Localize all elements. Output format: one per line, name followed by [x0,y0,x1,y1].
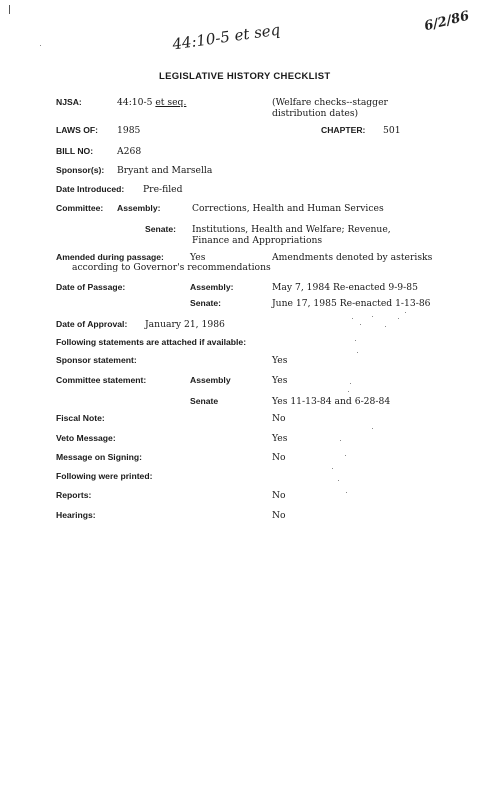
committee-senate-value: Institutions, Health and Welfare; Revenue, Finance and Appropriations [192,224,391,246]
chapter-label: CHAPTER: [321,125,366,135]
following-printed-heading: Following were printed: [56,471,153,481]
reports-label: Reports: [56,490,92,500]
passage-label: Date of Passage: [56,282,126,292]
bill-no-label: BILL NO: [56,146,94,156]
committee-assembly-label: Assembly: [117,203,161,213]
committee-statement-senate-label: Senate [190,396,219,406]
amended-value: Yes [190,252,206,263]
amended-continuation: according to Governor's recommendations [72,262,271,273]
sponsor-statement-label: Sponsor statement: [56,355,137,365]
message-signing-value: No [272,452,286,463]
date-introduced-value: Pre-filed [143,184,183,195]
approval-value: January 21, 1986 [145,319,225,330]
veto-message-label: Veto Message: [56,433,116,443]
bill-no-value: A268 [117,146,142,157]
approval-label: Date of Approval: [56,319,128,329]
committee-statement-assembly-value: Yes [272,375,288,386]
scan-mark [9,5,10,14]
hearings-value: No [272,510,286,521]
page-title: LEGISLATIVE HISTORY CHECKLIST [159,71,331,82]
laws-of-label: LAWS OF: [56,125,99,135]
committee-label: Committee: [56,203,104,213]
fiscal-note-value: No [272,413,286,424]
fiscal-note-label: Fiscal Note: [56,413,105,423]
amended-note: Amendments denoted by asterisks [272,252,433,263]
committee-statement-senate-value: Yes 11-13-84 and 6-28-84 [272,396,391,407]
njsa-et-seq: et seq. [155,97,187,108]
veto-message-value: Yes [272,433,288,444]
chapter-value: 501 [383,125,401,136]
passage-assembly-value: May 7, 1984 Re-enacted 9-9-85 [272,282,418,293]
njsa-section: 44:10-5 [117,97,156,108]
amended-label: Amended during passage: [56,252,164,262]
sponsors-value: Bryant and Marsella [117,165,213,176]
message-signing-label: Message on Signing: [56,452,142,462]
laws-of-value: 1985 [117,125,141,136]
committee-statement-assembly-label: Assembly [190,375,231,385]
sponsor-statement-value: Yes [272,355,288,366]
passage-senate-value: June 17, 1985 Re-enacted 1-13-86 [272,298,431,309]
handwritten-date: 6/2/86 [422,8,471,35]
date-introduced-label: Date Introduced: [56,184,125,194]
handwritten-citation: 44:10-5 et seq [171,20,282,54]
passage-senate-label: Senate: [190,298,222,308]
njsa-label: NJSA: [56,97,82,107]
njsa-description: (Welfare checks--stagger distribution dates) [272,97,388,119]
passage-assembly-label: Assembly: [190,282,234,292]
committee-assembly-value: Corrections, Health and Human Services [192,203,384,214]
reports-value: No [272,490,286,501]
njsa-value [117,97,186,108]
committee-senate-label: Senate: [145,224,177,234]
committee-statement-label: Committee statement: [56,375,147,385]
following-attached-heading: Following statements are attached if available: [56,337,247,347]
sponsors-label: Sponsor(s): [56,165,105,175]
hearings-label: Hearings: [56,510,96,520]
